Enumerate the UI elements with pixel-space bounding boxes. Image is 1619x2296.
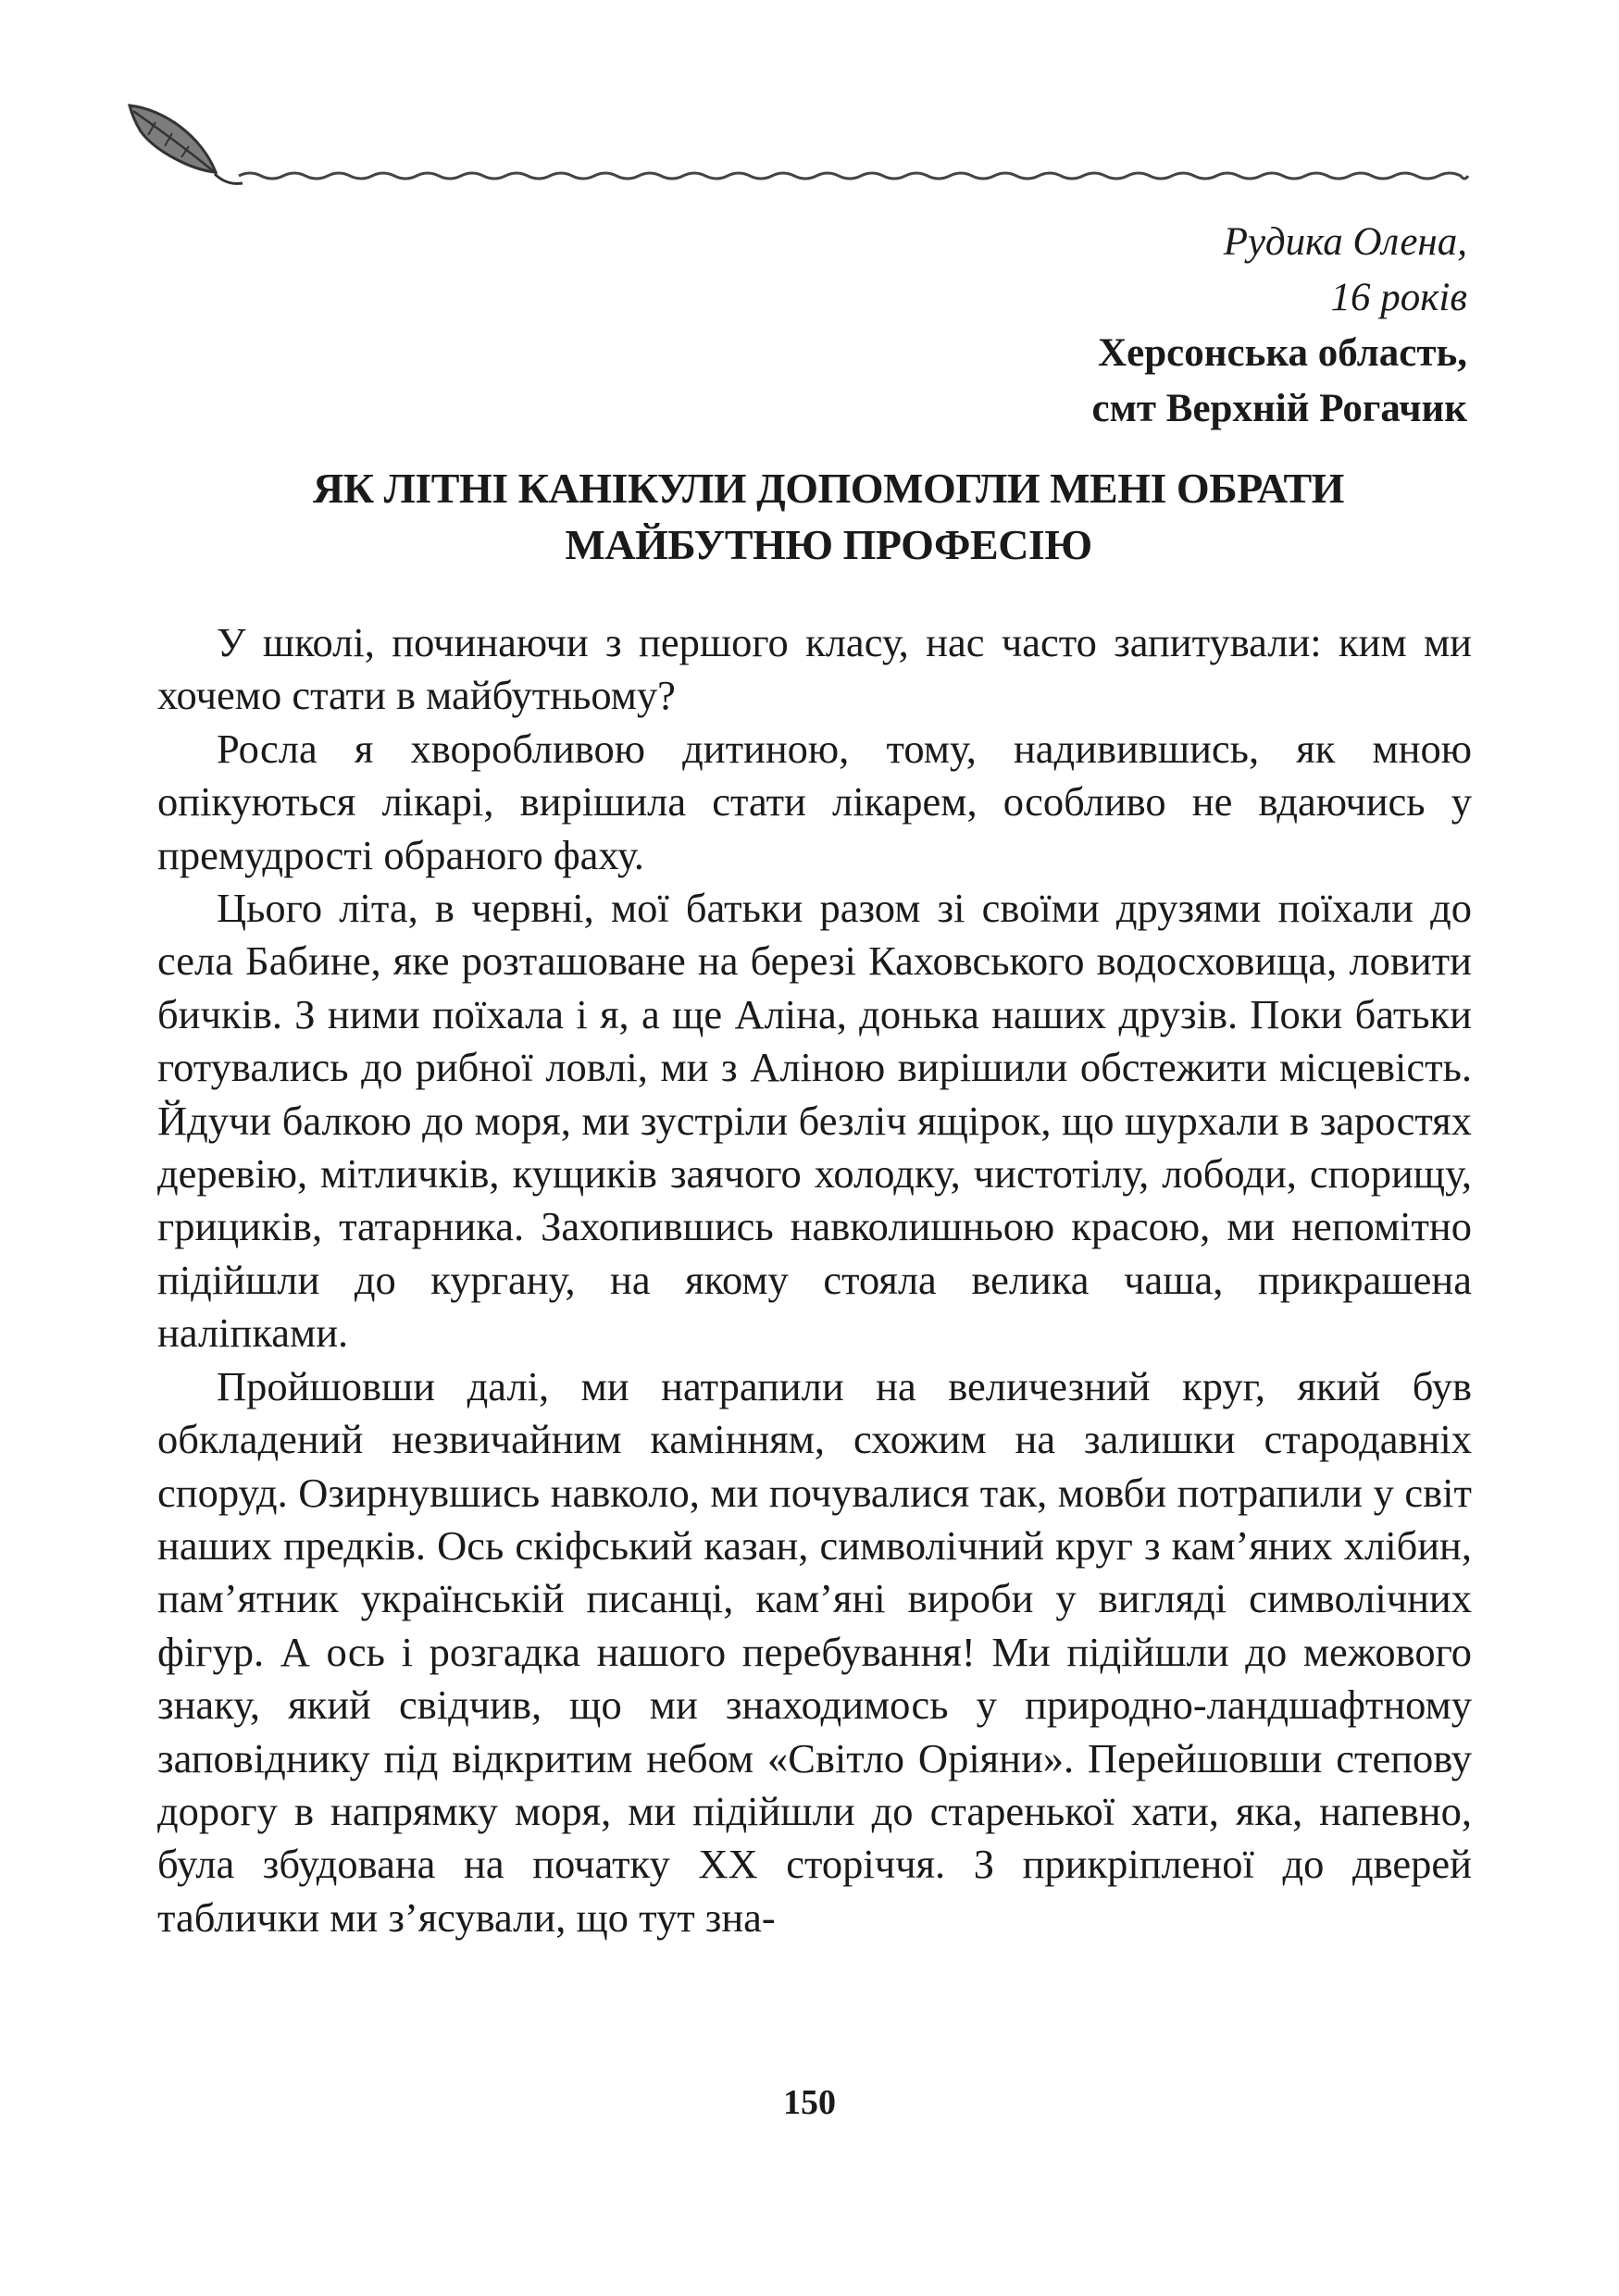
title-line-2: МАЙБУТНЮ ПРОФЕСІЮ <box>565 521 1092 568</box>
author-town: смт Верхній Рогачик <box>1091 387 1467 430</box>
paragraph-2: Росла я хворобливою дитиною, тому, надивившись, як мною опікуються лікарі, вирішила стати лікарем, особливо не вдаючись у премудрості обраного фаху. <box>157 725 1472 878</box>
paragraph-1: У школі, починаючи з першого класу, нас часто запитували: ким ми хочемо стати в майбутньому? <box>157 619 1472 719</box>
page-number: 150 <box>783 2083 836 2122</box>
wavy-divider <box>239 173 1468 179</box>
essay-body <box>157 616 1472 1944</box>
author-age: 16 років <box>1330 276 1467 319</box>
author-name: Рудика Олена, <box>1223 220 1467 264</box>
essay-title <box>185 460 1472 573</box>
author-info <box>833 215 1467 437</box>
paragraph-4: Пройшовши далі, ми натрапили на величезний круг, який був обкладений незвичайним камінням, схожим на залишки стародавніх споруд. Озирнувшись навколо, ми почувалися так, мовби потрапили у світ наших предків. Ось скіфський казан, символічний круг з кам’яних хлібин, пам’ятник українській писанці, кам’яні вироби у вигляді символічних фігур. А ось і розгадка нашого перебування! Ми підійшли до межового знаку, який свідчив, що ми знаходимось у природно-ландшафтному заповіднику під відкритим небом «Світло Оріяни». Перейшовши степову дорогу в напрямку моря, ми підійшли до старенької хати, яка, напевно, була збудована на початку ХХ сторіччя. З прикріпленої до дверей таблички ми з’ясували, що тут зна- <box>157 1362 1472 1941</box>
feather-icon <box>130 105 243 183</box>
title-line-1: ЯК ЛІТНІ КАНІКУЛИ ДОПОМОГЛИ МЕНІ ОБРАТИ <box>313 465 1344 512</box>
paragraph-3: Цього літа, в червні, мої батьки разом зі своїми друзями поїхали до села Бабине, яке розташоване на березі Каховського водосховища, ловити бичків. З ними поїхала і я, а ще Аліна, донька наших друзів. Поки батьки готувались до рибної ловлі, ми з Аліною вирішили обстежити місцевість. Йдучи балкою до моря, ми зустріли безліч ящірок, що шурхали в заростях деревію, мітличків, кущиків заячого холодку, чистотілу, лободи, спорищу, грициків, татарника. Захопившись навколишньою красою, ми непомітно підійшли до кургану, на якому стояла велика чаша, прикрашена наліпками. <box>157 885 1472 1357</box>
feather-wave-ornament <box>128 100 1472 189</box>
author-region: Херсонська область, <box>1098 331 1467 375</box>
